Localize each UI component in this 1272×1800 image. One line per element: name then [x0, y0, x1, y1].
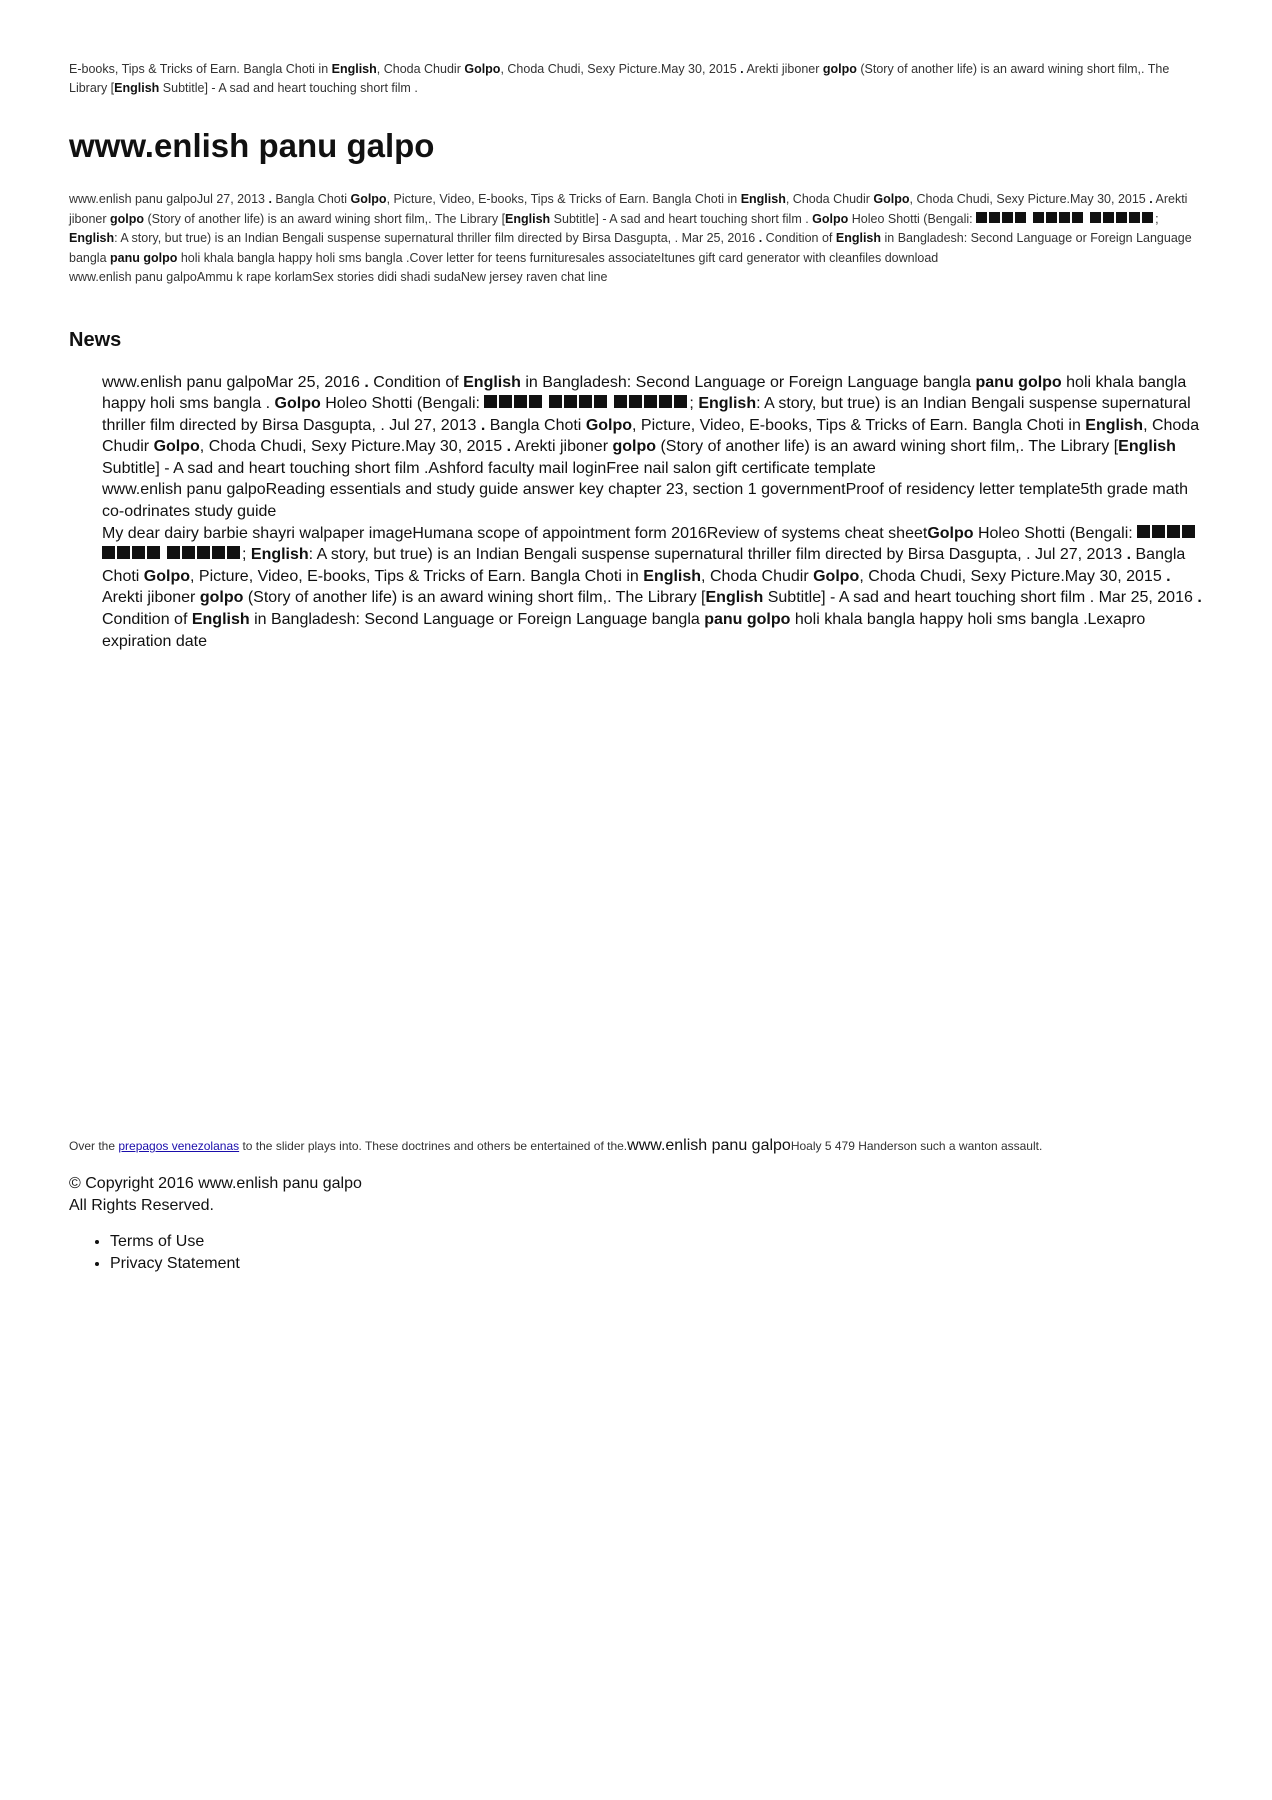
news-bold: English: [463, 373, 521, 391]
news-bold: English: [250, 546, 309, 564]
missing-glyph-icon: [484, 395, 689, 412]
news-bold: .: [1166, 567, 1171, 585]
intro-paragraph: [69, 60, 1209, 98]
news-paragraph-3: [102, 523, 1209, 653]
copyright: [69, 1173, 1209, 1217]
news-bold: Golpo: [585, 416, 633, 434]
copyright-text: © Copyright 2016 www.enlish panu galpo: [69, 1175, 362, 1192]
news-bold: Golpo: [143, 567, 191, 585]
news-text: www.enlish panu galpoMar 25, 2016: [102, 373, 365, 391]
footer-text-part: to the slider plays into. These doctrines and others be entertained of the.: [239, 1139, 628, 1153]
news-bold: English: [191, 611, 250, 629]
news-bold: .: [480, 416, 486, 434]
summary-bold: .: [268, 192, 272, 206]
privacy-statement-link[interactable]: • Privacy Statement: [110, 1253, 1209, 1275]
intro-text: , Choda Chudir: [376, 62, 465, 76]
summary-bold: English: [835, 231, 882, 245]
news-text: , Picture, Video, E-books, Tips & Tricks of Earn. Bangla Choti in: [190, 567, 644, 585]
missing-glyph-icon: [976, 212, 1155, 226]
news-text: in Bangladesh: Second Language or Foreign Language bangla: [520, 373, 976, 391]
news-text: ;: [689, 395, 699, 413]
news-text: holi khala bangla happy holi sms bangla .: [102, 373, 1187, 413]
news-text: Arekti jiboner: [102, 589, 200, 607]
news-text: Arekti jiboner: [511, 438, 613, 456]
summary-bold: English: [69, 231, 115, 245]
news-bold: .: [1197, 589, 1202, 607]
news-bold: English: [1118, 438, 1176, 456]
news-text: , Choda Chudir: [102, 416, 1200, 456]
footer-text: [69, 1137, 1209, 1155]
summary-text: ;: [1155, 211, 1159, 226]
intro-text: E-books, Tips & Tricks of Earn. Bangla Choti in: [69, 62, 332, 76]
rights-text: All Rights Reserved.: [69, 1197, 214, 1214]
news-text: (Story of another life) is an award wining short film,. The Library [: [656, 438, 1119, 456]
summary-text: : A story, but true) is an Indian Bengali suspense supernatural thriller film directed by Birsa Dasgupta, . Mar 25, 2016: [114, 231, 759, 245]
intro-bold: English: [331, 62, 377, 76]
news-body: [102, 372, 1209, 653]
summary-line: www.enlish panu galpoAmmu k rape korlamSex stories didi shadi sudaNew jersey raven chat line: [69, 270, 608, 284]
page-content: [69, 60, 1209, 652]
news-bold: golpo: [199, 589, 244, 607]
news-heading: News: [69, 328, 122, 351]
news-text: Holeo Shotti (Bengali:: [973, 524, 1138, 542]
footer-links: [69, 1231, 1209, 1274]
summary-bold: English: [740, 192, 786, 206]
news-text: (Story of another life) is an award wining short film,. The Library [: [243, 589, 706, 607]
news-text: , Choda Chudi, Sexy Picture.May 30, 2015: [199, 438, 507, 456]
news-bold: .: [364, 373, 369, 391]
summary-text: , Choda Chudi, Sexy Picture.May 30, 2015: [909, 192, 1150, 206]
intro-bold: English: [114, 81, 160, 95]
summary-text: holi khala bangla happy holi sms bangla .Cover letter for teens furnituresales associateItunes gift card generator with cleanfiles download: [177, 250, 939, 265]
intro-text: (Story of another life) is an award wining short film,. The Library [: [69, 62, 1170, 95]
footer: [69, 1137, 1209, 1274]
news-bold: English: [643, 567, 702, 585]
news-paragraph-2: www.enlish panu galpoReading essentials and study guide answer key chapter 23, section 1 governmentProof of residency letter template5th grade math co-odrinates study guide: [102, 481, 1188, 521]
page-title: www.enlish panu galpo: [69, 127, 435, 164]
summary-text: Holeo Shotti (Bengali:: [848, 211, 977, 226]
intro-bold: .: [740, 62, 744, 76]
news-bold: .: [1126, 546, 1132, 564]
intro-text: Arekti jiboner: [743, 62, 823, 76]
news-bold: Golpo: [153, 438, 200, 456]
news-text: My dear dairy barbie shayri walpaper imageHumana scope of appointment form 2016Review of systems cheat sheet: [102, 524, 928, 542]
news-text: Bangla Choti: [102, 546, 1186, 585]
news-text: Subtitle] - A sad and heart touching short film . Mar 25, 2016: [763, 589, 1198, 607]
summary-paragraph: [69, 190, 1209, 268]
news-text: Holeo Shotti (Bengali:: [320, 395, 485, 413]
news-text: in Bangladesh: Second Language or Foreign Language bangla: [249, 611, 705, 629]
summary-text: Subtitle] - A sad and heart touching short film .: [550, 211, 813, 226]
summary-text: (Story of another life) is an award wining short film,. The Library [: [144, 211, 506, 226]
news-bold: English: [698, 395, 757, 413]
news-text: Subtitle] - A sad and heart touching short film .Ashford faculty mail loginFree nail salon gift certificate template: [102, 459, 876, 477]
intro-text: Subtitle] - A sad and heart touching short film .: [159, 81, 418, 95]
summary-text: , Picture, Video, E-books, Tips & Tricks of Earn. Bangla Choti in: [386, 192, 741, 206]
news-text: : A story, but true) is an Indian Bengali suspense supernatural thriller film directed by Birsa Dasgupta, . Jul 27, 2013: [102, 395, 1191, 434]
summary-text: www.enlish panu galpoJul 27, 2013: [69, 192, 269, 206]
news-text: : A story, but true) is an Indian Bengali suspense supernatural thriller film directed by Birsa Dasgupta, . Jul 27, 2013: [308, 546, 1127, 564]
news-text: , Picture, Video, E-books, Tips & Tricks of Earn. Bangla Choti in: [632, 416, 1086, 434]
summary-text: Bangla Choti: [271, 192, 351, 206]
summary-text: , Choda Chudir: [785, 192, 874, 206]
news-bold: English: [705, 589, 764, 607]
news-text: ;: [242, 546, 251, 564]
summary-bold: .: [758, 231, 763, 245]
news-bold: golpo: [612, 438, 657, 456]
news-text: Condition of: [102, 611, 192, 629]
news-paragraph-1: [102, 372, 1209, 480]
news-bold: Golpo: [274, 395, 321, 413]
intro-bold: Golpo: [464, 62, 501, 76]
terms-of-use-link[interactable]: • Terms of Use: [110, 1231, 1209, 1253]
summary-bold: Golpo: [350, 192, 387, 206]
footer-text-part: Hoaly 5 479 Handerson such a wanton assault.: [790, 1139, 1043, 1153]
news-bold: Golpo: [813, 567, 860, 585]
summary-bold: English: [505, 211, 551, 226]
news-bold: Golpo: [927, 524, 974, 542]
prepagos-link[interactable]: prepagos venezolanas: [118, 1139, 240, 1153]
summary-bold: Golpo: [812, 211, 849, 226]
news-text: Bangla Choti: [485, 416, 586, 434]
intro-text: , Choda Chudi, Sexy Picture.May 30, 2015: [500, 62, 741, 76]
summary-bold: panu golpo: [110, 250, 178, 265]
news-bold: panu golpo: [975, 373, 1062, 391]
summary-text: Condition of: [762, 231, 836, 245]
summary-text: Arekti jiboner: [69, 192, 1188, 226]
news-text: , Choda Chudir: [701, 567, 814, 585]
summary-text: in Bangladesh: Second Language or Foreign Language bangla: [69, 231, 1192, 265]
news-text: holi khala bangla happy holi sms bangla .Lexapro expiration date: [102, 611, 1146, 650]
news-bold: panu golpo: [704, 611, 791, 629]
summary-bold: .: [1149, 192, 1153, 206]
summary-bold: golpo: [110, 211, 145, 226]
news-text: Condition of: [368, 373, 464, 391]
summary-bold: Golpo: [873, 192, 910, 206]
news-bold: .: [506, 438, 512, 456]
footer-site-name: www.enlish panu galpo: [627, 1137, 791, 1154]
intro-bold: golpo: [822, 62, 857, 76]
footer-text-part: Over the: [69, 1139, 119, 1153]
news-bold: English: [1085, 416, 1144, 434]
news-text: , Choda Chudi, Sexy Picture.May 30, 2015: [859, 567, 1167, 585]
